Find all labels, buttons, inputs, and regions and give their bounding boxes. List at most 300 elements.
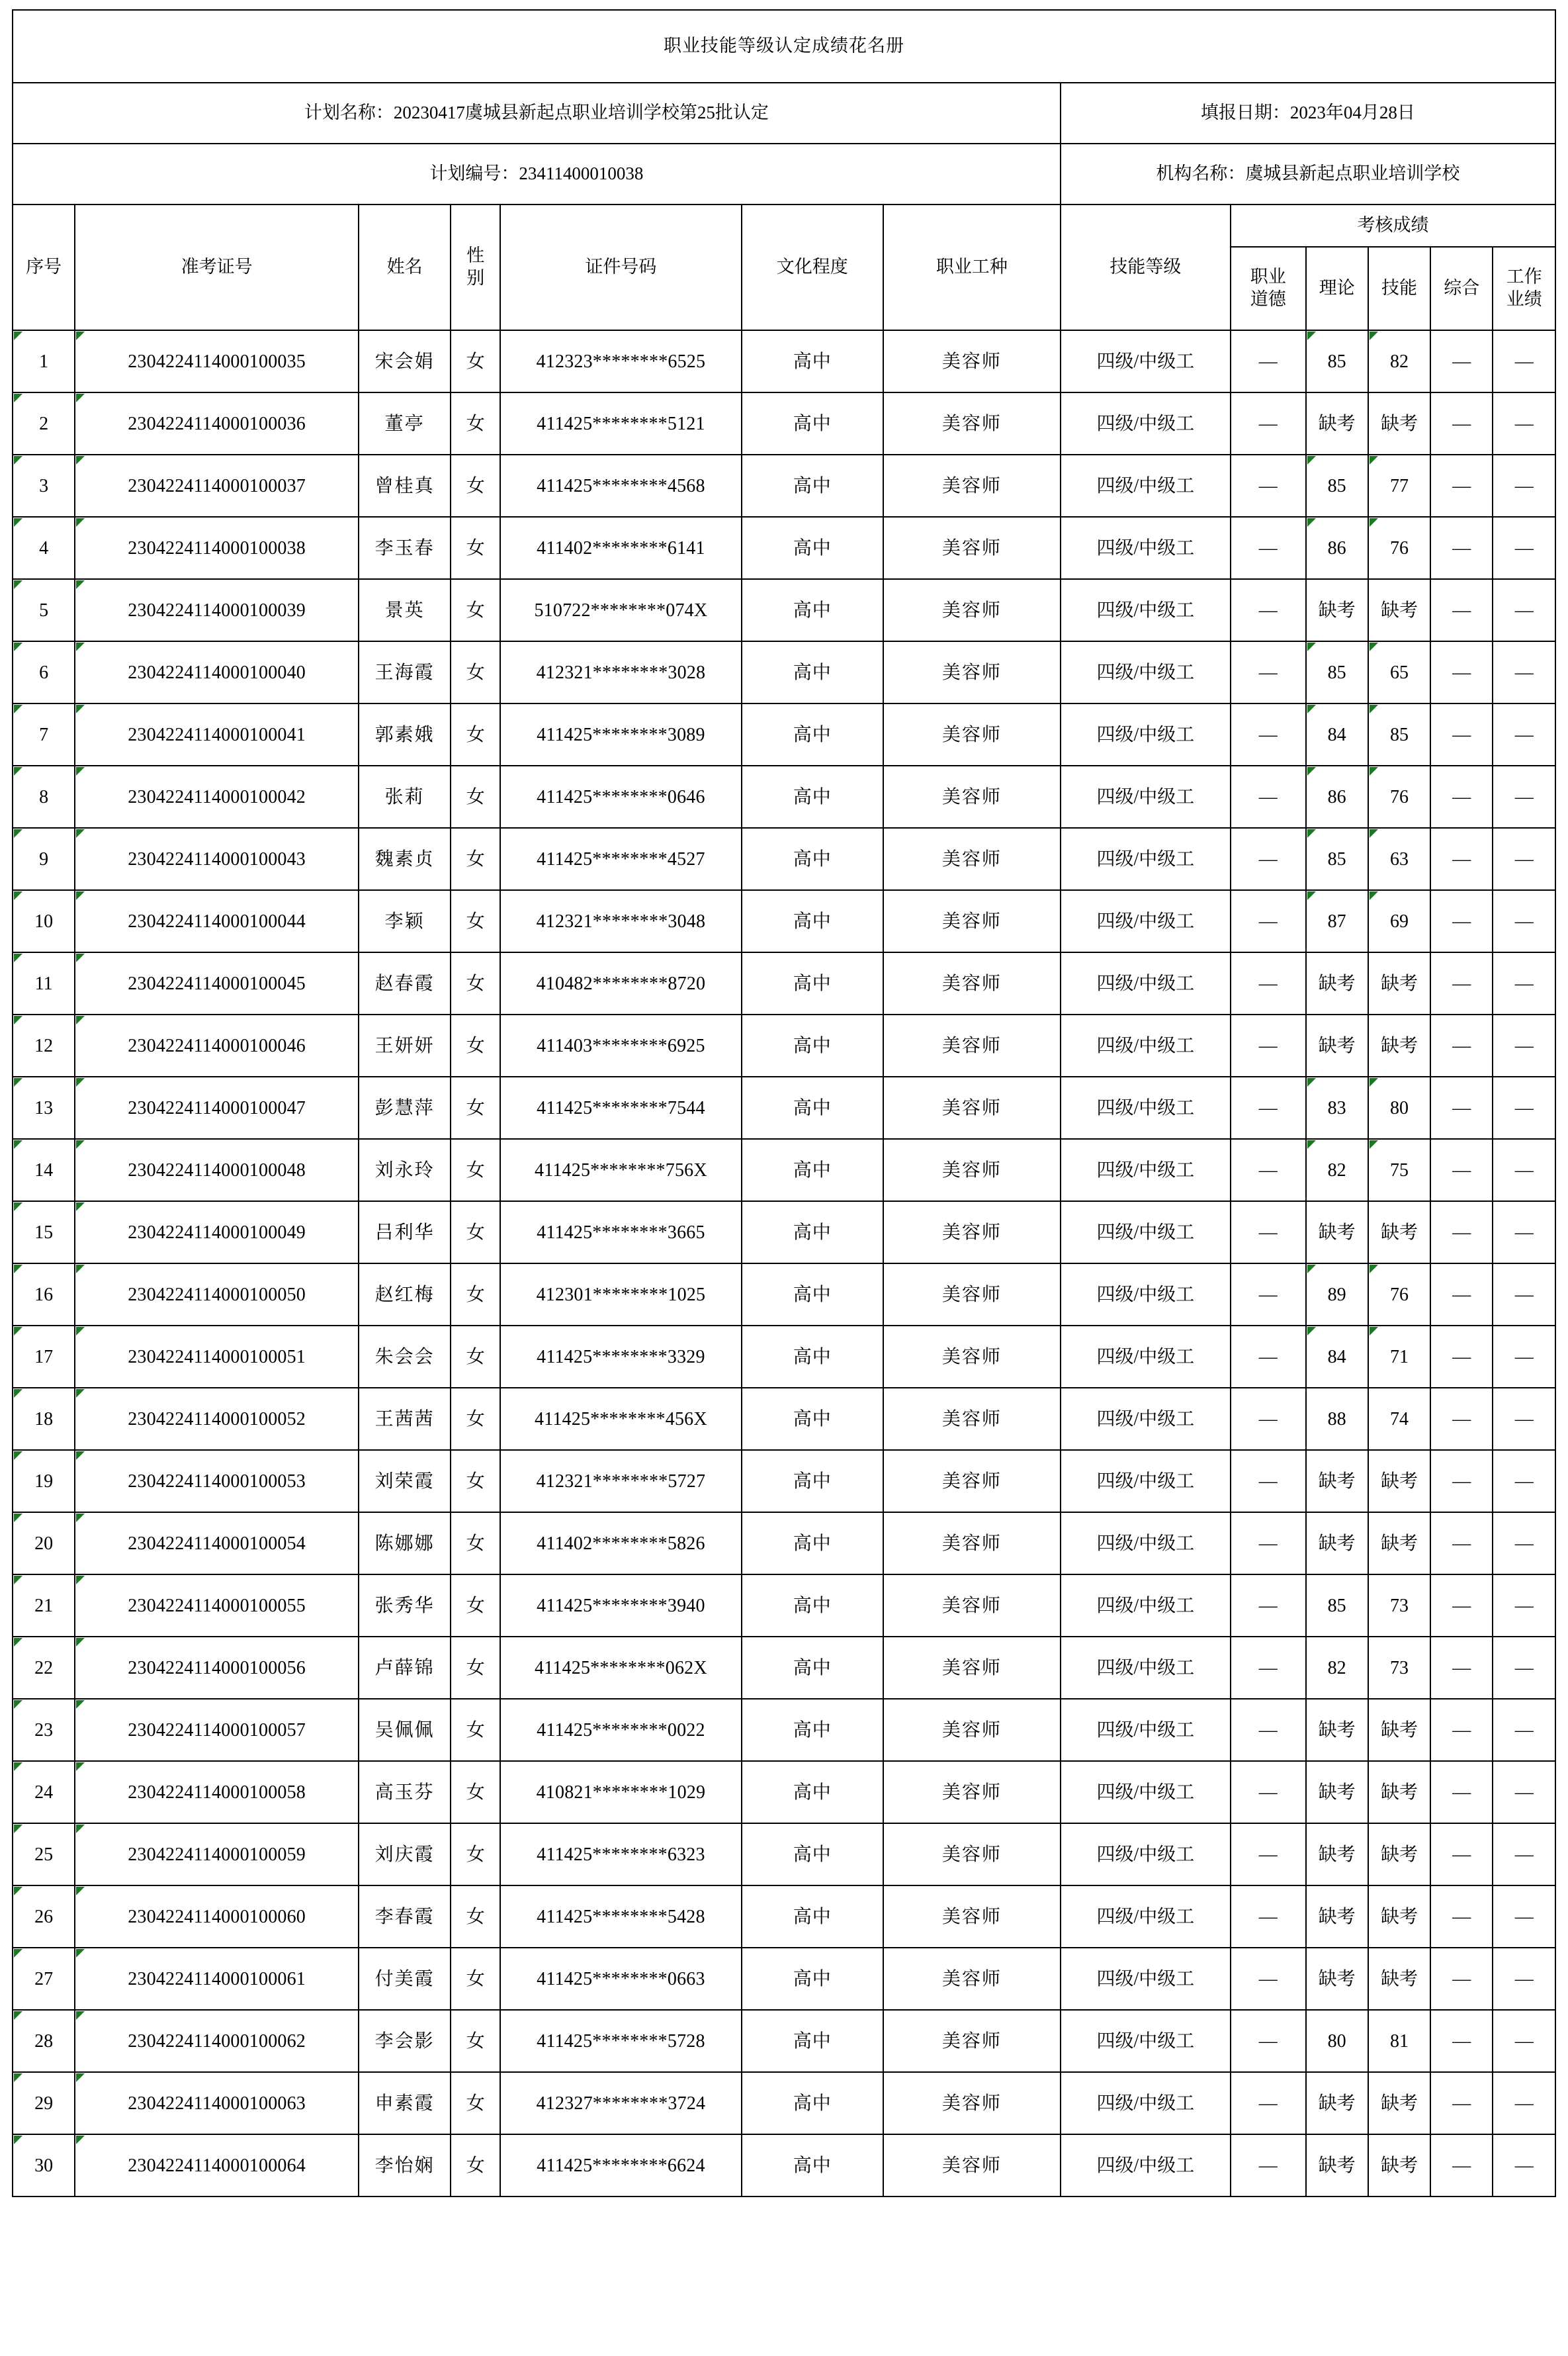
cell-sex: 女 <box>451 1139 500 1201</box>
cell-sex: 女 <box>451 1326 500 1388</box>
cell-skill-level: 四级/中级工 <box>1061 1201 1231 1263</box>
cell-score-skill: 76 <box>1368 1263 1430 1326</box>
cell-score-ethics: — <box>1231 952 1306 1015</box>
cell-score-skill: 80 <box>1368 1077 1430 1139</box>
cell-score-ethics: — <box>1231 1699 1306 1761</box>
col-header-score-group: 考核成绩 <box>1231 204 1555 247</box>
cell-score-skill: 76 <box>1368 766 1430 828</box>
cell-name: 刘永玲 <box>359 1139 451 1201</box>
cell-score-skill: 81 <box>1368 2010 1430 2072</box>
cell-score-comprehensive: — <box>1430 1512 1493 1574</box>
cell-score-performance: — <box>1493 1948 1555 2010</box>
col-header-performance-line2: 业绩 <box>1506 289 1542 309</box>
cell-ticket-number: 2304224114000100040 <box>75 641 359 703</box>
cell-name: 张莉 <box>359 766 451 828</box>
cell-score-comprehensive: — <box>1430 1077 1493 1139</box>
cell-score-comprehensive: — <box>1430 952 1493 1015</box>
cell-seq: 4 <box>13 517 75 579</box>
cell-education: 高中 <box>742 1263 883 1326</box>
cell-occupation: 美容师 <box>883 1699 1061 1761</box>
cell-name: 李玉春 <box>359 517 451 579</box>
cell-score-performance: — <box>1493 1015 1555 1077</box>
cell-sex: 女 <box>451 703 500 766</box>
table-row <box>13 828 1555 890</box>
cell-skill-level: 四级/中级工 <box>1061 1885 1231 1948</box>
cell-score-comprehensive: — <box>1430 890 1493 952</box>
cell-score-theory: 缺考 <box>1306 1015 1368 1077</box>
cell-score-performance: — <box>1493 330 1555 392</box>
cell-score-theory: 缺考 <box>1306 1885 1368 1948</box>
cell-score-theory: 85 <box>1306 330 1368 392</box>
cell-score-ethics: — <box>1231 2134 1306 2197</box>
cell-education: 高中 <box>742 1015 883 1077</box>
cell-score-ethics: — <box>1231 1077 1306 1139</box>
col-header-theory: 理论 <box>1306 247 1368 330</box>
cell-education: 高中 <box>742 1948 883 2010</box>
cell-ticket-number: 2304224114000100038 <box>75 517 359 579</box>
cell-score-performance: — <box>1493 1139 1555 1201</box>
cell-seq: 6 <box>13 641 75 703</box>
cell-score-comprehensive: — <box>1430 1015 1493 1077</box>
cell-score-comprehensive: — <box>1430 2134 1493 2197</box>
cell-seq: 1 <box>13 330 75 392</box>
table-row <box>13 2010 1555 2072</box>
cell-ticket-number: 2304224114000100042 <box>75 766 359 828</box>
cell-score-skill: 缺考 <box>1368 1948 1430 2010</box>
cell-skill-level: 四级/中级工 <box>1061 828 1231 890</box>
cell-education: 高中 <box>742 1574 883 1637</box>
cell-score-performance: — <box>1493 1699 1555 1761</box>
cell-score-comprehensive: — <box>1430 1699 1493 1761</box>
cell-education: 高中 <box>742 766 883 828</box>
cell-score-skill: 缺考 <box>1368 1201 1430 1263</box>
cell-score-theory: 85 <box>1306 641 1368 703</box>
cell-seq: 14 <box>13 1139 75 1201</box>
cell-score-skill: 69 <box>1368 890 1430 952</box>
col-header-name: 姓名 <box>359 204 451 330</box>
cell-name: 王妍妍 <box>359 1015 451 1077</box>
cell-score-theory: 缺考 <box>1306 392 1368 455</box>
cell-score-skill: 85 <box>1368 703 1430 766</box>
cell-education: 高中 <box>742 1201 883 1263</box>
cell-occupation: 美容师 <box>883 392 1061 455</box>
cell-score-skill: 77 <box>1368 455 1430 517</box>
cell-score-theory: 缺考 <box>1306 1948 1368 2010</box>
cell-occupation: 美容师 <box>883 1139 1061 1201</box>
cell-occupation: 美容师 <box>883 766 1061 828</box>
cell-seq: 10 <box>13 890 75 952</box>
cell-education: 高中 <box>742 579 883 641</box>
cell-seq: 30 <box>13 2134 75 2197</box>
cell-score-skill: 缺考 <box>1368 1761 1430 1823</box>
cell-score-ethics: — <box>1231 1574 1306 1637</box>
cell-ticket-number: 2304224114000100035 <box>75 330 359 392</box>
cell-name: 赵春霞 <box>359 952 451 1015</box>
cell-education: 高中 <box>742 952 883 1015</box>
cell-name: 董亭 <box>359 392 451 455</box>
cell-name: 朱会会 <box>359 1326 451 1388</box>
cell-score-theory: 83 <box>1306 1077 1368 1139</box>
col-header-id-number: 证件号码 <box>500 204 741 330</box>
cell-name: 宋会娟 <box>359 330 451 392</box>
cell-occupation: 美容师 <box>883 2010 1061 2072</box>
col-header-performance <box>1493 247 1555 330</box>
cell-score-performance: — <box>1493 1201 1555 1263</box>
cell-score-ethics: — <box>1231 392 1306 455</box>
cell-id-number: 411425********5121 <box>500 392 741 455</box>
cell-education: 高中 <box>742 1761 883 1823</box>
cell-education: 高中 <box>742 1512 883 1574</box>
cell-skill-level: 四级/中级工 <box>1061 703 1231 766</box>
cell-skill-level: 四级/中级工 <box>1061 890 1231 952</box>
cell-ticket-number: 2304224114000100053 <box>75 1450 359 1512</box>
cell-name: 陈娜娜 <box>359 1512 451 1574</box>
cell-score-ethics: — <box>1231 517 1306 579</box>
cell-id-number: 411425********4568 <box>500 455 741 517</box>
cell-skill-level: 四级/中级工 <box>1061 579 1231 641</box>
cell-score-theory: 缺考 <box>1306 1512 1368 1574</box>
cell-seq: 23 <box>13 1699 75 1761</box>
cell-education: 高中 <box>742 2134 883 2197</box>
cell-id-number: 412323********6525 <box>500 330 741 392</box>
cell-sex: 女 <box>451 1823 500 1885</box>
cell-seq: 21 <box>13 1574 75 1637</box>
cell-name: 李怡娴 <box>359 2134 451 2197</box>
cell-score-ethics: — <box>1231 2072 1306 2134</box>
cell-ticket-number: 2304224114000100059 <box>75 1823 359 1885</box>
cell-score-performance: — <box>1493 2010 1555 2072</box>
cell-seq: 13 <box>13 1077 75 1139</box>
cell-score-ethics: — <box>1231 579 1306 641</box>
table-row <box>13 1699 1555 1761</box>
cell-score-comprehensive: — <box>1430 1823 1493 1885</box>
col-header-occupation: 职业工种 <box>883 204 1061 330</box>
cell-score-comprehensive: — <box>1430 1885 1493 1948</box>
cell-score-ethics: — <box>1231 1450 1306 1512</box>
cell-occupation: 美容师 <box>883 1948 1061 2010</box>
col-header-seq: 序号 <box>13 204 75 330</box>
cell-occupation: 美容师 <box>883 455 1061 517</box>
cell-skill-level: 四级/中级工 <box>1061 2134 1231 2197</box>
cell-score-theory: 85 <box>1306 828 1368 890</box>
cell-score-theory: 缺考 <box>1306 952 1368 1015</box>
cell-name: 李春霞 <box>359 1885 451 1948</box>
cell-score-skill: 73 <box>1368 1637 1430 1699</box>
cell-score-theory: 缺考 <box>1306 1201 1368 1263</box>
cell-sex: 女 <box>451 1015 500 1077</box>
cell-occupation: 美容师 <box>883 517 1061 579</box>
cell-score-performance: — <box>1493 1574 1555 1637</box>
cell-score-performance: — <box>1493 1512 1555 1574</box>
cell-sex: 女 <box>451 1574 500 1637</box>
cell-score-comprehensive: — <box>1430 1574 1493 1637</box>
cell-seq: 2 <box>13 392 75 455</box>
cell-score-comprehensive: — <box>1430 1761 1493 1823</box>
cell-occupation: 美容师 <box>883 1326 1061 1388</box>
cell-score-ethics: — <box>1231 330 1306 392</box>
cell-education: 高中 <box>742 1699 883 1761</box>
cell-id-number: 411425********0663 <box>500 1948 741 2010</box>
col-header-sex <box>451 204 500 330</box>
cell-occupation: 美容师 <box>883 952 1061 1015</box>
cell-education: 高中 <box>742 1823 883 1885</box>
cell-score-comprehensive: — <box>1430 1326 1493 1388</box>
cell-skill-level: 四级/中级工 <box>1061 1139 1231 1201</box>
cell-education: 高中 <box>742 1077 883 1139</box>
cell-score-skill: 缺考 <box>1368 1450 1430 1512</box>
cell-sex: 女 <box>451 952 500 1015</box>
cell-score-skill: 缺考 <box>1368 1699 1430 1761</box>
cell-occupation: 美容师 <box>883 1263 1061 1326</box>
cell-score-ethics: — <box>1231 641 1306 703</box>
cell-occupation: 美容师 <box>883 2072 1061 2134</box>
cell-id-number: 411425********062X <box>500 1637 741 1699</box>
cell-name: 付美霞 <box>359 1948 451 2010</box>
cell-name: 张秀华 <box>359 1574 451 1637</box>
cell-score-ethics: — <box>1231 766 1306 828</box>
cell-sex: 女 <box>451 1699 500 1761</box>
cell-score-theory: 87 <box>1306 890 1368 952</box>
cell-education: 高中 <box>742 1388 883 1450</box>
cell-score-theory: 85 <box>1306 1574 1368 1637</box>
cell-education: 高中 <box>742 2010 883 2072</box>
cell-score-ethics: — <box>1231 1637 1306 1699</box>
cell-id-number: 411425********3940 <box>500 1574 741 1637</box>
cell-score-comprehensive: — <box>1430 641 1493 703</box>
cell-score-skill: 缺考 <box>1368 2072 1430 2134</box>
cell-ticket-number: 2304224114000100047 <box>75 1077 359 1139</box>
cell-score-theory: 缺考 <box>1306 1699 1368 1761</box>
cell-score-performance: — <box>1493 1823 1555 1885</box>
cell-name: 赵红梅 <box>359 1263 451 1326</box>
cell-score-theory: 缺考 <box>1306 579 1368 641</box>
col-header-skill: 技能 <box>1368 247 1430 330</box>
cell-occupation: 美容师 <box>883 2134 1061 2197</box>
cell-id-number: 411425********4527 <box>500 828 741 890</box>
cell-skill-level: 四级/中级工 <box>1061 2010 1231 2072</box>
cell-education: 高中 <box>742 1637 883 1699</box>
cell-score-performance: — <box>1493 828 1555 890</box>
cell-skill-level: 四级/中级工 <box>1061 392 1231 455</box>
cell-sex: 女 <box>451 1201 500 1263</box>
cell-seq: 3 <box>13 455 75 517</box>
cell-occupation: 美容师 <box>883 1885 1061 1948</box>
cell-sex: 女 <box>451 828 500 890</box>
cell-skill-level: 四级/中级工 <box>1061 1077 1231 1139</box>
score-roster-table <box>12 9 1556 2197</box>
cell-sex: 女 <box>451 890 500 952</box>
cell-skill-level: 四级/中级工 <box>1061 1450 1231 1512</box>
cell-score-comprehensive: — <box>1430 455 1493 517</box>
cell-occupation: 美容师 <box>883 579 1061 641</box>
cell-ticket-number: 2304224114000100039 <box>75 579 359 641</box>
cell-score-comprehensive: — <box>1430 1139 1493 1201</box>
cell-seq: 15 <box>13 1201 75 1263</box>
table-row <box>13 2134 1555 2197</box>
cell-skill-level: 四级/中级工 <box>1061 1699 1231 1761</box>
cell-score-ethics: — <box>1231 1015 1306 1077</box>
table-header-row-1 <box>13 204 1555 247</box>
cell-score-performance: — <box>1493 517 1555 579</box>
col-header-ethics <box>1231 247 1306 330</box>
meta-row-code <box>13 144 1555 204</box>
cell-score-ethics: — <box>1231 1201 1306 1263</box>
cell-skill-level: 四级/中级工 <box>1061 330 1231 392</box>
plan-name-label: 计划名称：20230417虞城县新起点职业培训学校第25批认定 <box>13 83 1061 144</box>
cell-education: 高中 <box>742 1885 883 1948</box>
col-header-sex-char1: 性 <box>466 246 485 266</box>
col-header-ticket: 准考证号 <box>75 204 359 330</box>
table-row <box>13 703 1555 766</box>
cell-score-ethics: — <box>1231 1326 1306 1388</box>
cell-name: 彭慧萍 <box>359 1077 451 1139</box>
meta-row-plan <box>13 83 1555 144</box>
cell-name: 王海霞 <box>359 641 451 703</box>
cell-score-comprehensive: — <box>1430 330 1493 392</box>
cell-score-comprehensive: — <box>1430 703 1493 766</box>
cell-score-performance: — <box>1493 392 1555 455</box>
cell-score-comprehensive: — <box>1430 766 1493 828</box>
cell-score-skill: 82 <box>1368 330 1430 392</box>
cell-seq: 16 <box>13 1263 75 1326</box>
cell-score-theory: 84 <box>1306 703 1368 766</box>
cell-sex: 女 <box>451 1948 500 2010</box>
cell-score-theory: 82 <box>1306 1139 1368 1201</box>
cell-ticket-number: 2304224114000100048 <box>75 1139 359 1201</box>
cell-sex: 女 <box>451 517 500 579</box>
cell-score-comprehensive: — <box>1430 1201 1493 1263</box>
cell-score-skill: 63 <box>1368 828 1430 890</box>
cell-score-skill: 缺考 <box>1368 2134 1430 2197</box>
cell-ticket-number: 2304224114000100058 <box>75 1761 359 1823</box>
cell-occupation: 美容师 <box>883 330 1061 392</box>
cell-score-ethics: — <box>1231 703 1306 766</box>
cell-seq: 17 <box>13 1326 75 1388</box>
table-row <box>13 1637 1555 1699</box>
cell-score-comprehensive: — <box>1430 579 1493 641</box>
cell-ticket-number: 2304224114000100037 <box>75 455 359 517</box>
cell-seq: 24 <box>13 1761 75 1823</box>
cell-score-performance: — <box>1493 952 1555 1015</box>
cell-score-performance: — <box>1493 1326 1555 1388</box>
cell-education: 高中 <box>742 890 883 952</box>
cell-score-comprehensive: — <box>1430 828 1493 890</box>
cell-score-theory: 80 <box>1306 2010 1368 2072</box>
cell-sex: 女 <box>451 766 500 828</box>
table-row <box>13 330 1555 392</box>
cell-skill-level: 四级/中级工 <box>1061 1637 1231 1699</box>
cell-seq: 19 <box>13 1450 75 1512</box>
cell-score-ethics: — <box>1231 1823 1306 1885</box>
cell-score-theory: 85 <box>1306 455 1368 517</box>
cell-sex: 女 <box>451 579 500 641</box>
cell-score-theory: 82 <box>1306 1637 1368 1699</box>
table-row <box>13 1077 1555 1139</box>
plan-code-label: 计划编号：23411400010038 <box>13 144 1061 204</box>
cell-score-performance: — <box>1493 1388 1555 1450</box>
cell-id-number: 411425********6624 <box>500 2134 741 2197</box>
cell-ticket-number: 2304224114000100044 <box>75 890 359 952</box>
cell-score-ethics: — <box>1231 455 1306 517</box>
cell-sex: 女 <box>451 2010 500 2072</box>
cell-skill-level: 四级/中级工 <box>1061 1823 1231 1885</box>
cell-score-comprehensive: — <box>1430 1450 1493 1512</box>
cell-sex: 女 <box>451 2072 500 2134</box>
cell-id-number: 510722********074X <box>500 579 741 641</box>
table-row <box>13 1015 1555 1077</box>
table-row <box>13 1948 1555 2010</box>
cell-score-skill: 71 <box>1368 1326 1430 1388</box>
page-title: 职业技能等级认定成绩花名册 <box>13 10 1555 83</box>
cell-score-performance: — <box>1493 579 1555 641</box>
cell-id-number: 411425********456X <box>500 1388 741 1450</box>
cell-name: 申素霞 <box>359 2072 451 2134</box>
cell-id-number: 411425********6323 <box>500 1823 741 1885</box>
cell-skill-level: 四级/中级工 <box>1061 766 1231 828</box>
table-row <box>13 1326 1555 1388</box>
cell-score-skill: 缺考 <box>1368 952 1430 1015</box>
cell-education: 高中 <box>742 1450 883 1512</box>
cell-sex: 女 <box>451 641 500 703</box>
cell-ticket-number: 2304224114000100046 <box>75 1015 359 1077</box>
cell-ticket-number: 2304224114000100062 <box>75 2010 359 2072</box>
cell-education: 高中 <box>742 517 883 579</box>
col-header-performance-line1: 工作 <box>1506 267 1542 287</box>
cell-score-performance: — <box>1493 890 1555 952</box>
cell-seq: 22 <box>13 1637 75 1699</box>
cell-id-number: 411425********7544 <box>500 1077 741 1139</box>
cell-name: 卢薛锦 <box>359 1637 451 1699</box>
cell-seq: 5 <box>13 579 75 641</box>
cell-id-number: 411425********756X <box>500 1139 741 1201</box>
cell-score-comprehensive: — <box>1430 1263 1493 1326</box>
report-date-label: 填报日期：2023年04月28日 <box>1061 83 1555 144</box>
cell-score-ethics: — <box>1231 1139 1306 1201</box>
cell-id-number: 411425********5728 <box>500 2010 741 2072</box>
cell-score-skill: 74 <box>1368 1388 1430 1450</box>
cell-name: 刘荣霞 <box>359 1450 451 1512</box>
col-header-ethics-line2: 道德 <box>1250 289 1286 309</box>
table-row <box>13 1139 1555 1201</box>
cell-ticket-number: 2304224114000100045 <box>75 952 359 1015</box>
cell-name: 王茜茜 <box>359 1388 451 1450</box>
cell-skill-level: 四级/中级工 <box>1061 1263 1231 1326</box>
cell-score-ethics: — <box>1231 1388 1306 1450</box>
cell-score-comprehensive: — <box>1430 1388 1493 1450</box>
col-header-comprehensive: 综合 <box>1430 247 1493 330</box>
cell-sex: 女 <box>451 1761 500 1823</box>
table-row <box>13 952 1555 1015</box>
cell-ticket-number: 2304224114000100041 <box>75 703 359 766</box>
cell-sex: 女 <box>451 1512 500 1574</box>
cell-occupation: 美容师 <box>883 1512 1061 1574</box>
cell-id-number: 411425********3329 <box>500 1326 741 1388</box>
cell-sex: 女 <box>451 392 500 455</box>
cell-name: 景英 <box>359 579 451 641</box>
cell-id-number: 412327********3724 <box>500 2072 741 2134</box>
cell-id-number: 411403********6925 <box>500 1015 741 1077</box>
cell-score-performance: — <box>1493 766 1555 828</box>
cell-education: 高中 <box>742 455 883 517</box>
cell-occupation: 美容师 <box>883 1077 1061 1139</box>
cell-seq: 27 <box>13 1948 75 2010</box>
cell-score-performance: — <box>1493 1761 1555 1823</box>
cell-occupation: 美容师 <box>883 1388 1061 1450</box>
cell-score-skill: 缺考 <box>1368 579 1430 641</box>
cell-skill-level: 四级/中级工 <box>1061 1574 1231 1637</box>
cell-score-theory: 86 <box>1306 766 1368 828</box>
table-row <box>13 641 1555 703</box>
